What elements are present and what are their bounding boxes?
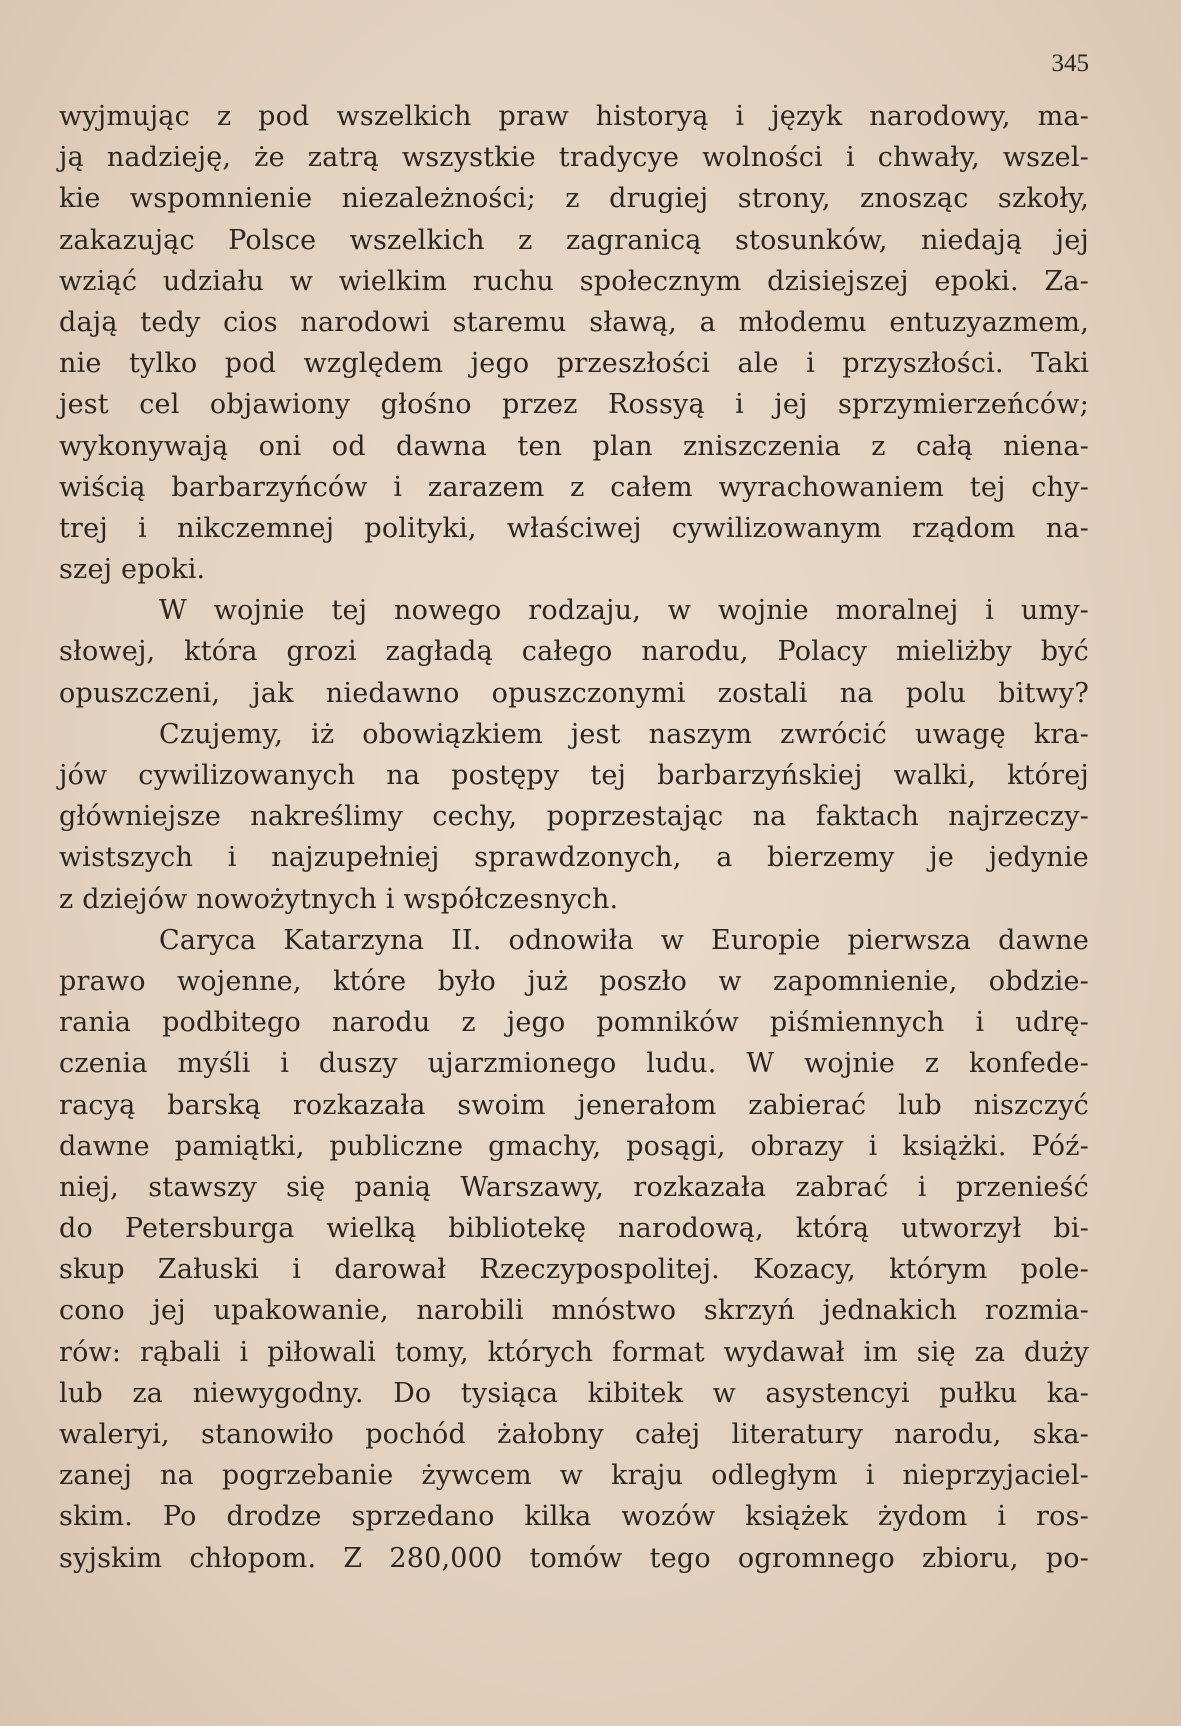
text-line: waleryi, stanowiło pochód żałobny całej literatury narodu, ska- [59,1419,1089,1450]
text-line: czenia myśli i duszy ujarzmionego ludu. W wojnie z konfede- [59,1048,1089,1080]
text-line: Caryca Katarzyna II. odnowiła w Europie pierwsza dawne [159,924,1089,956]
text-line: jest cel objawiony głośno przez Rossyą i jej sprzymierzeńców; [59,389,1089,421]
text-line: rów: rąbali i piłowali tomy, których format wydawał im się za duży [59,1336,1089,1368]
text-line: zanej na pogrzebanie żywcem w kraju odległym i nieprzyjaciel- [59,1460,1089,1492]
text-line: słowej, która grozi zagładą całego narodu, Polacy mieliżby być [59,636,1089,668]
text-line: dają tedy cios narodowi staremu sławą, a młodemu entuzyazmem, [59,306,1089,338]
text-line: kie wspomnienie niezależności; z drugiej strony, znosząc szkoły, [59,183,1089,215]
text-line: opuszczeni, jak niedawno opuszczonymi zostali na polu bitwy? [59,677,1089,709]
text-line: główniejsze nakreślimy cechy, poprzestając na faktach najrzeczy- [59,801,1089,833]
text-line: cono jej upakowanie, narobili mnóstwo skrzyń jednakich rozmia- [59,1295,1089,1327]
text-line: wziąć udziału w wielkim ruchu społecznym dzisiejszej epoki. Za- [59,265,1089,297]
text-line: z dziejów nowożytnych i współczesnych. [59,883,619,915]
text-line: do Petersburga wielką bibliotekę narodową, którą utworzył bi- [59,1213,1089,1245]
text-line: wistszych i najzupełniej sprawdzonych, a bierzemy je jedynie [59,842,1089,874]
text-line: prawo wojenne, które było już poszło w zapomnienie, obdzie- [59,965,1089,997]
page-number: 345 [1051,50,1089,77]
text-line: skup Załuski i darował Rzeczypospolitej. Kozacy, którym pole- [59,1254,1089,1286]
text-line: ją nadzieję, że zatrą wszystkie tradycye wolności i chwały, wszel- [59,142,1089,174]
body-text [59,96,1089,1579]
text-line: W wojnie tej nowego rodzaju, w wojnie moralnej i umy- [159,595,1089,627]
text-line: niej, stawszy się panią Warszawy, rozkazała zabrać i przenieść [59,1171,1089,1203]
text-line: trej i nikczemnej polityki, właściwej cywilizowanym rządom na- [59,512,1089,544]
text-line: racyą barską rozkazała swoim jenerałom zabierać lub niszczyć [59,1089,1089,1121]
text-line: jów cywilizowanych na postępy tej barbarzyńskiej walki, której [59,760,1089,791]
text-line: lub za niewygodny. Do tysiąca kibitek w asystencyi pułku ka- [59,1377,1089,1409]
text-line: skim. Po drodze sprzedano kilka wozów książek żydom i ros- [59,1501,1089,1533]
text-line: szej epoki. [59,554,206,586]
text-line: dawne pamiątki, publiczne gmachy, posągi, obrazy i książki. Póź- [59,1130,1089,1162]
text-line: rania podbitego narodu z jego pomników piśmiennych i udrę- [59,1007,1089,1039]
text-line: wykonywają oni od dawna ten plan zniszczenia z całą niena- [59,430,1089,462]
text-line: wiścią barbarzyńców i zarazem z całem wyrachowaniem tej chy- [59,471,1089,503]
text-line: zakazując Polsce wszelkich z zagranicą stosunków, niedają jej [59,224,1089,256]
text-line: nie tylko pod względem jego przeszłości ale i przyszłości. Taki [59,348,1089,380]
text-line: Czujemy, iż obowiązkiem jest naszym zwrócić uwagę kra- [159,718,1089,750]
text-line: wyjmując z pod wszelkich praw historyą i język narodowy, ma- [59,101,1089,132]
text-line: syjskim chłopom. Z 280,000 tomów tego ogromnego zbioru, po- [59,1542,1089,1574]
